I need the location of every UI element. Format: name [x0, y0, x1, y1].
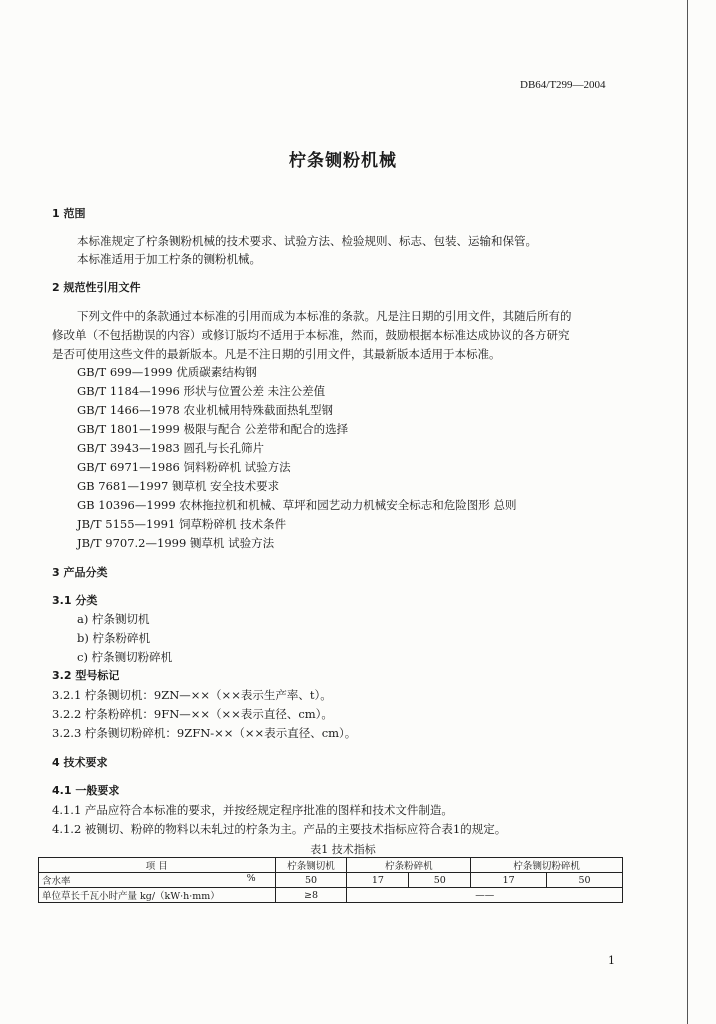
- table-header-row: [39, 858, 623, 873]
- reference-item: GB 10396—1999 农林拖拉机和机械、草坪和园艺动力机械安全标志和危险图形 总则: [77, 498, 517, 512]
- classification-item: c) 柠条铡切粉碎机: [77, 650, 173, 664]
- section-2-heading: 2 规范性引用文件: [52, 281, 141, 294]
- table-caption: 表1 技术指标: [310, 843, 376, 856]
- page-edge-line: [687, 0, 688, 1024]
- row-label: 含水率: [42, 876, 71, 887]
- requirement-4-1-1: 4.1.1 产品应符合本标准的要求，并按经规定程序批准的图样和技术文件制造。: [52, 803, 453, 817]
- page-number: 1: [608, 954, 615, 967]
- table-cell: 50: [275, 873, 347, 888]
- reference-item: GB/T 3943—1983 圆孔与长孔筛片: [77, 441, 265, 455]
- standard-code: DB64/T299—2004: [520, 79, 606, 91]
- reference-item: GB 7681—1997 铡草机 安全技术要求: [77, 479, 280, 493]
- table-header-cell: 柠条铡切机: [275, 858, 347, 873]
- table-header-cell: 柠条铡切粉碎机: [471, 858, 623, 873]
- table-cell: ≥8: [275, 888, 347, 903]
- table-row-label-cell: [39, 873, 276, 888]
- table-header-cell: 柠条粉碎机: [347, 858, 471, 873]
- reference-item: GB/T 1466—1978 农业机械用特殊截面热轧型钢: [77, 403, 334, 417]
- section-4-heading: 4 技术要求: [52, 756, 108, 769]
- reference-item: GB/T 6971—1986 饲料粉碎机 试验方法: [77, 460, 291, 474]
- classification-item: a) 柠条铡切机: [77, 612, 150, 626]
- section-1-heading: 1 范围: [52, 207, 86, 220]
- reference-item: JB/T 9707.2—1999 铡草机 试验方法: [77, 536, 275, 550]
- subsection-4-1-heading: 4.1 一般要求: [52, 784, 120, 797]
- document-title: 柠条铡粉机械: [289, 151, 397, 171]
- reference-item: JB/T 5155—1991 饲草粉碎机 技术条件: [77, 517, 287, 531]
- table-cell: 17: [471, 873, 547, 888]
- reference-item: GB/T 1801—1999 极限与配合 公差带和配合的选择: [77, 422, 349, 436]
- normative-intro-line-3: 是否可使用这些文件的最新版本。凡是不注日期的引用文件，其最新版本适用于本标准。: [52, 347, 501, 361]
- requirement-4-1-2: 4.1.2 被铡切、粉碎的物料以未轧过的柠条为主。产品的主要技术指标应符合表1的规定。: [52, 822, 507, 836]
- normative-intro-line-1: 下列文件中的条款通过本标准的引用而成为本标准的条款。凡是注日期的引用文件，其随后所有的: [77, 309, 572, 323]
- subsection-3-1-heading: 3.1 分类: [52, 594, 98, 607]
- table-cell: 50: [409, 873, 471, 888]
- reference-item: GB/T 699—1999 优质碳素结构钢: [77, 365, 257, 379]
- scope-paragraph-1: 本标准规定了柠条铡粉机械的技术要求、试验方法、检验规则、标志、包装、运输和保管。: [77, 234, 537, 248]
- reference-item: GB/T 1184—1996 形状与位置公差 未注公差值: [77, 384, 326, 398]
- table-row-label-cell: 单位草长千瓦小时产量 kg/（kW·h·mm）: [39, 888, 276, 903]
- table-row: [39, 873, 623, 888]
- model-marking: 3.2.3 柠条铡切粉碎机：9ZFN-××（××表示直径、cm）。: [52, 726, 357, 740]
- table-header-cell: 项 目: [39, 858, 276, 873]
- table-cell: ——: [347, 888, 623, 903]
- scope-paragraph-2: 本标准适用于加工柠条的铡粉机械。: [77, 252, 261, 266]
- table-row: [39, 888, 623, 903]
- section-3-heading: 3 产品分类: [52, 566, 108, 579]
- classification-item: b) 柠条粉碎机: [77, 631, 151, 645]
- model-marking: 3.2.1 柠条铡切机：9ZN—××（××表示生产率、t）。: [52, 688, 332, 702]
- model-marking: 3.2.2 柠条粉碎机：9FN—××（××表示直径、cm）。: [52, 707, 333, 721]
- subsection-3-2-heading: 3.2 型号标记: [52, 669, 120, 682]
- table-cell: 17: [347, 873, 409, 888]
- technical-index-table: [38, 857, 623, 903]
- table-cell: 50: [547, 873, 623, 888]
- row-unit: %: [246, 873, 256, 884]
- normative-intro-line-2: 修改单（不包括勘误的内容）或修订版均不适用于本标准，然而，鼓励根据本标准达成协议的各方研究: [52, 328, 570, 342]
